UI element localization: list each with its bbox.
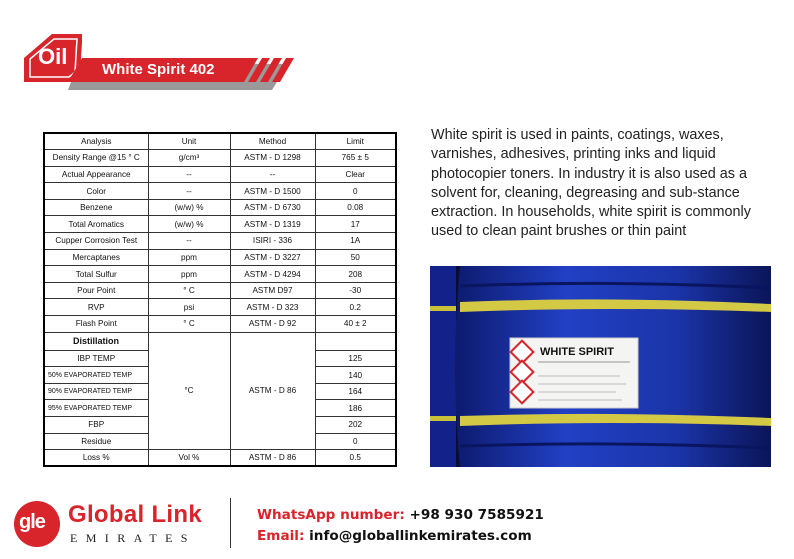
table-row [44, 266, 396, 283]
table-row [44, 249, 396, 266]
analysis-cell: Benzene [44, 199, 148, 216]
method-cell: ASTM - D 6730 [230, 199, 315, 216]
email-contact [257, 528, 532, 544]
hazard-icons [511, 341, 534, 404]
unit-cell: -- [148, 183, 230, 200]
method-cell: -- [230, 166, 315, 183]
method-cell: ASTM - D 1500 [230, 183, 315, 200]
analysis-cell: RVP [44, 299, 148, 316]
limit-cell: 140 [315, 367, 396, 384]
limit-cell: 0.2 [315, 299, 396, 316]
spec-table-body [44, 150, 396, 467]
limit-cell [315, 332, 396, 350]
whatsapp-label: WhatsApp number: [257, 507, 405, 523]
logo-name: Global Link [68, 501, 202, 528]
analysis-cell: IBP TEMP [44, 350, 148, 367]
limit-cell: 0.08 [315, 199, 396, 216]
drum-label-text: WHITE SPIRIT [540, 346, 614, 358]
method-cell: ASTM - D 1319 [230, 216, 315, 233]
limit-cell: 765 ± 5 [315, 150, 396, 167]
column-header-method: Method [230, 133, 315, 150]
limit-cell: 17 [315, 216, 396, 233]
limit-cell: -30 [315, 282, 396, 299]
unit-cell: psi [148, 299, 230, 316]
analysis-cell: 90% EVAPORATED TEMP [44, 383, 148, 400]
analysis-cell: Density Range @15 ° C [44, 150, 148, 167]
method-cell: ASTM D97 [230, 282, 315, 299]
table-row [44, 450, 396, 467]
email-label: Email: [257, 528, 305, 544]
unit-cell: -- [148, 233, 230, 250]
unit-cell: (w/w) % [148, 216, 230, 233]
spec-table-wrapper [43, 132, 395, 467]
unit-cell: g/cm³ [148, 150, 230, 167]
unit-cell: ° C [148, 316, 230, 333]
limit-cell: Clear [315, 166, 396, 183]
analysis-cell: FBP [44, 417, 148, 434]
limit-cell: 0.5 [315, 450, 396, 467]
analysis-cell: Total Sulfur [44, 266, 148, 283]
distillation-header-row [44, 332, 396, 350]
analysis-cell: Pour Point [44, 282, 148, 299]
table-row [44, 233, 396, 250]
table-row [44, 282, 396, 299]
spec-table [43, 132, 397, 467]
analysis-cell: Residue [44, 433, 148, 450]
limit-cell: 0 [315, 433, 396, 450]
table-row [44, 183, 396, 200]
limit-cell: 202 [315, 417, 396, 434]
analysis-cell: Loss % [44, 450, 148, 467]
table-row [44, 166, 396, 183]
column-header-unit: Unit [148, 133, 230, 150]
table-row [44, 316, 396, 333]
unit-cell: Vol % [148, 450, 230, 467]
whatsapp-number[interactable]: +98 930 7585921 [409, 507, 544, 523]
method-cell: ISIRI - 336 [230, 233, 315, 250]
column-header-analysis: Analysis [44, 133, 148, 150]
limit-cell: 208 [315, 266, 396, 283]
table-row [44, 199, 396, 216]
column-header-limit: Limit [315, 133, 396, 150]
method-cell: ASTM - D 3227 [230, 249, 315, 266]
product-badge [20, 30, 310, 100]
distillation-method-cell: ASTM - D 86 [230, 332, 315, 450]
limit-cell: 40 ± 2 [315, 316, 396, 333]
analysis-cell: 95% EVAPORATED TEMP [44, 400, 148, 417]
analysis-cell: Actual Appearance [44, 166, 148, 183]
limit-cell: 0 [315, 183, 396, 200]
unit-cell: ° C [148, 282, 230, 299]
analysis-cell: Total Aromatics [44, 216, 148, 233]
product-description: White spirit is used in paints, coatings, waxes, varnishes, adhesives, printing inks and liquid photocopier toners. In industry it is also used as a solvent for, cleaning, degreasing and sub-stance extraction. In households, white spirit is commonly used to clean paint brushes or thin paint [431, 127, 751, 240]
product-title: White Spirit 402 [102, 61, 215, 78]
blue-drums-image-icon [430, 266, 771, 467]
limit-cell: 125 [315, 350, 396, 367]
analysis-cell: Flash Point [44, 316, 148, 333]
logo-mark: gle [19, 511, 45, 533]
distillation-label: Distillation [44, 332, 148, 350]
unit-cell: -- [148, 166, 230, 183]
table-row [44, 216, 396, 233]
analysis-cell: 50% EVAPORATED TEMP [44, 367, 148, 384]
badge-oil-label: Oil [38, 44, 68, 69]
analysis-cell: Cupper Corrosion Test [44, 233, 148, 250]
drum-photo [430, 266, 771, 467]
company-logo [14, 500, 214, 548]
analysis-cell: Mercaptanes [44, 249, 148, 266]
logo-subtitle: EMIRATES [70, 531, 196, 545]
method-cell: ASTM - D 1298 [230, 150, 315, 167]
limit-cell: 50 [315, 249, 396, 266]
whatsapp-contact [257, 507, 544, 523]
distillation-unit-cell: °C [148, 332, 230, 450]
spec-header-row [44, 133, 396, 150]
method-cell: ASTM - D 86 [230, 450, 315, 467]
analysis-cell: Color [44, 183, 148, 200]
table-row [44, 150, 396, 167]
email-address[interactable]: info@globallinkemirates.com [309, 528, 532, 544]
unit-cell: (w/w) % [148, 199, 230, 216]
footer-divider [230, 498, 231, 548]
unit-cell: ppm [148, 249, 230, 266]
limit-cell: 164 [315, 383, 396, 400]
table-row [44, 299, 396, 316]
method-cell: ASTM - D 4294 [230, 266, 315, 283]
method-cell: ASTM - D 92 [230, 316, 315, 333]
limit-cell: 186 [315, 400, 396, 417]
method-cell: ASTM - D 323 [230, 299, 315, 316]
unit-cell: ppm [148, 266, 230, 283]
limit-cell: 1A [315, 233, 396, 250]
